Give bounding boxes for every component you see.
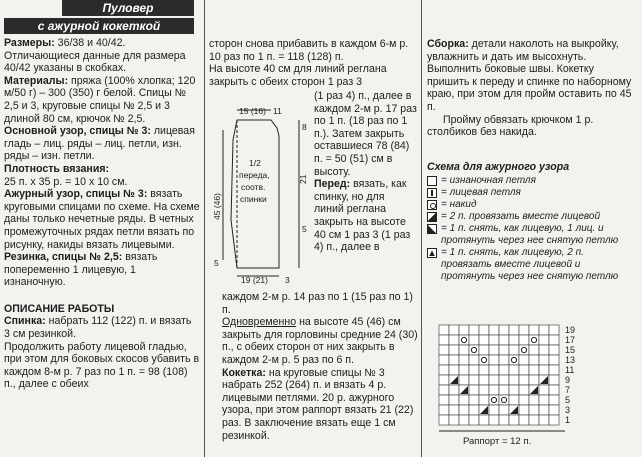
lace-chart	[433, 317, 593, 449]
chart-cell	[509, 375, 519, 385]
yoke-value: на круговые спицы № 3 набрать 252 (264) п. и вязать 4 р. лицевыми петлями. 20 р. ажурного узора, при этом раппорт вязать 21 (22) раз. В заключение вязать еще 1 см резинкой.	[222, 366, 414, 442]
sch-center-1: 1/2	[249, 158, 261, 168]
chart-cell	[489, 345, 499, 355]
legend	[427, 175, 637, 283]
chart-cell	[479, 385, 489, 395]
chart-cell	[459, 415, 469, 425]
chart-cell	[469, 335, 479, 345]
chart-cell	[439, 335, 449, 345]
rib-label: Резинка, спицы № 2,5:	[4, 251, 123, 264]
front-continue: каждом 2-м р. 14 раз по 1 (15 раз по 1) п.	[222, 291, 413, 316]
column-divider-1	[204, 0, 205, 457]
garment-schematic	[209, 100, 313, 286]
chart-cell	[519, 345, 529, 355]
work-heading: ОПИСАНИЕ РАБОТЫ	[4, 302, 115, 315]
chart-cell	[509, 355, 519, 365]
simul-label: Одновременно	[222, 316, 297, 329]
chart-cell	[479, 375, 489, 385]
main-pattern-para	[4, 125, 200, 163]
assembly-label: Сборка:	[427, 38, 469, 50]
row-number: 3	[565, 405, 571, 415]
sizes-label: Размеры:	[4, 37, 55, 49]
column-left	[4, 0, 200, 391]
chart-cell	[439, 355, 449, 365]
sch-right-dim2: 8	[302, 122, 307, 132]
chart-cell	[469, 345, 479, 355]
k2tog-icon	[427, 212, 437, 222]
chart-cell	[519, 325, 529, 335]
raglan-text: На высоте 40 см для линий реглана закрыть с обеих сторон 1 раз 3	[209, 63, 387, 88]
chart-cell	[529, 405, 539, 415]
chart-cell	[449, 395, 459, 405]
chart-cell	[479, 355, 489, 365]
finish-text: Пройму обвязать крючком 1 р. столбиков без накида.	[427, 113, 594, 139]
chart-cell	[549, 415, 559, 425]
chart-cell	[549, 335, 559, 345]
chart-cell	[479, 395, 489, 405]
main-pattern-value: лицевая гладь – лиц. ряды – лиц. петли, изн. ряды – изн. петли.	[4, 125, 195, 163]
sch-left-dim: 45 (46)	[212, 193, 222, 220]
chart-cell	[529, 355, 539, 365]
chart-cell	[509, 365, 519, 375]
lace-label: Ажурный узор, спицы № 3:	[4, 188, 148, 201]
legend-text-1: = лицевая петля	[441, 187, 521, 199]
legend-item-sk2p	[427, 247, 637, 283]
front-value: вязать, как спинку, но для линий реглана закрыть на высоте 40 см 1 раз 3 (1 раз 4) п., далее в	[314, 178, 411, 254]
sizes-value: 36/38 и 40/42.	[54, 37, 126, 49]
sch-bottom-dim2: 3	[285, 275, 290, 285]
chart-cell	[529, 375, 539, 385]
chart-cell	[469, 365, 479, 375]
chart-cell	[439, 395, 449, 405]
sch-bottom-dim: 19 (21)	[241, 275, 268, 285]
density-value: 25 п. х 35 р. = 10 х 10 см.	[4, 175, 128, 188]
chart-cell	[469, 395, 479, 405]
chart-cell	[459, 355, 469, 365]
chart-cell	[449, 335, 459, 345]
chart-cell	[439, 415, 449, 425]
chart-cell	[499, 375, 509, 385]
legend-item-skp	[427, 223, 637, 247]
legend-text-4: = 1 п. снять, как лицевую, 1 лиц. и протянуть через нее снятую петлю	[441, 223, 619, 247]
chart-cell	[519, 355, 529, 365]
assembly-para	[427, 38, 637, 114]
chart-cell	[539, 395, 549, 405]
chart-cell	[439, 385, 449, 395]
chart-cell	[529, 415, 539, 425]
chart-cell	[499, 385, 509, 395]
chart-grid	[439, 325, 559, 425]
materials-para	[4, 75, 200, 125]
chart-cell	[459, 345, 469, 355]
chart-cell	[469, 325, 479, 335]
materials-value: пряжа (100% хлопка; 120 м/50 г) – 300 (350) г белой. Спицы № 2,5 и 3, круговые спицы № 2,5 и 3 длиной 80 см, крючок № 2,5.	[4, 74, 196, 125]
back-para	[4, 315, 200, 340]
title-banner: Пуловер	[62, 0, 194, 16]
chart-cell	[509, 415, 519, 425]
legend-item-k2tog	[427, 211, 637, 223]
chart-cell	[519, 375, 529, 385]
purl-icon	[427, 176, 437, 186]
scheme-title: Схема для ажурного узора	[427, 160, 570, 173]
chart-cell	[509, 325, 519, 335]
chart-cell	[449, 325, 459, 335]
chart-cell	[529, 345, 539, 355]
chart-cell	[449, 355, 459, 365]
chart-cell	[479, 335, 489, 345]
row-number: 5	[565, 395, 571, 405]
yoke-label: Кокетка:	[222, 366, 266, 379]
chart-cell	[499, 395, 509, 405]
chart-cell	[529, 365, 539, 375]
chart-cell	[539, 335, 549, 345]
chart-cell	[489, 365, 499, 375]
chart-cell	[479, 345, 489, 355]
chart-cell	[439, 365, 449, 375]
knit-icon	[427, 188, 437, 198]
chart-cell	[539, 415, 549, 425]
chart-cell	[459, 365, 469, 375]
column-right	[427, 0, 637, 283]
row-number: 17	[565, 335, 576, 345]
legend-item-yarnover	[427, 199, 637, 211]
density-label: Плотность вязания:	[4, 162, 110, 175]
column-divider-2	[421, 0, 422, 457]
chart-cell	[539, 355, 549, 365]
row-number: 19	[565, 325, 576, 335]
simul-para	[222, 316, 418, 366]
row-number: 13	[565, 355, 576, 365]
chart-cell	[549, 325, 559, 335]
chart-cell	[509, 345, 519, 355]
chart-cell	[489, 355, 499, 365]
legend-text-0: = изнаночная петля	[441, 175, 536, 187]
chart-cell	[549, 405, 559, 415]
chart-cell	[449, 345, 459, 355]
chart-cell	[439, 325, 449, 335]
sizes-note: Отличающиеся данные для размера 40/42 указаны в скобках.	[4, 49, 186, 75]
chart-cell	[469, 375, 479, 385]
lace-para	[4, 188, 200, 251]
column-middle-side	[314, 90, 417, 254]
sch-top-dim: 15 (16)	[239, 106, 266, 116]
yarn-over-icon	[427, 200, 437, 210]
chart-cell	[449, 415, 459, 425]
chart-cell	[439, 405, 449, 415]
chart-cell	[549, 345, 559, 355]
sch-left-dim2: 5	[214, 258, 219, 268]
chart-cell	[499, 365, 509, 375]
chart-cell	[439, 375, 449, 385]
chart-cell	[519, 405, 529, 415]
chart-cell	[539, 385, 549, 395]
back-value: набрать 112 (122) п. и вязать 3 см резинкой.	[4, 315, 192, 341]
materials-label: Материалы:	[4, 74, 69, 87]
chart-cell	[519, 385, 529, 395]
chart-cell	[509, 335, 519, 345]
chart-cell	[539, 405, 549, 415]
chart-cell	[459, 325, 469, 335]
column-middle-bottom	[222, 291, 418, 442]
chart-cell	[439, 345, 449, 355]
sch-center-4: спинки	[240, 194, 267, 204]
chart-cell	[519, 395, 529, 405]
chart-cell	[549, 385, 559, 395]
chart-cell	[469, 385, 479, 395]
chart-cell	[529, 335, 539, 345]
chart-cell	[499, 325, 509, 335]
chart-cell	[489, 325, 499, 335]
chart-cell	[449, 405, 459, 415]
chart-cell	[449, 385, 459, 395]
chart-cell	[509, 385, 519, 395]
chart-cell	[539, 325, 549, 335]
raglan-side-text: (1 раз 4) п., далее в каждом 2-м р. 17 раз по 1 п. (18 раз по 1 п.). Затем закрыть оставшиеся 78 (84) п. = 50 (51) см в высоту.	[314, 90, 417, 178]
chart-cell	[489, 405, 499, 415]
chart-cell	[479, 325, 489, 335]
row-number: 15	[565, 345, 576, 355]
sizes-para	[4, 37, 200, 50]
front-para	[314, 178, 417, 254]
chart-cell	[489, 375, 499, 385]
chart-cell	[509, 395, 519, 405]
chart-cell	[479, 365, 489, 375]
chart-cell	[459, 375, 469, 385]
skp-icon	[427, 224, 437, 234]
chart-cell	[499, 345, 509, 355]
sch-right-dim3: 5	[302, 224, 307, 234]
chart-cell	[499, 355, 509, 365]
row-number: 7	[565, 385, 571, 395]
chart-cell	[469, 415, 479, 425]
column-middle	[209, 0, 417, 88]
subtitle-banner: с ажурной кокеткой	[4, 18, 194, 34]
rib-value: вязать попеременно 1 лицевую, 1 изнаночную.	[4, 251, 158, 289]
chart-cell	[489, 415, 499, 425]
sk2p-icon	[427, 248, 437, 258]
rib-para	[4, 251, 200, 289]
chart-cell	[499, 335, 509, 345]
sch-right-dim: 21	[298, 174, 308, 184]
yoke-para	[222, 367, 418, 443]
legend-text-2: = накид	[441, 199, 477, 211]
row-number: 1	[565, 415, 571, 425]
row-number: 9	[565, 375, 571, 385]
legend-item-knit	[427, 187, 637, 199]
legend-text-5: = 1 п. снять, как лицевую, 2 п. провязать вместе лицевой и протянуть через нее снятую петлю	[441, 247, 619, 283]
chart-cell	[479, 415, 489, 425]
chart-cell	[549, 365, 559, 375]
chart-cell	[529, 395, 539, 405]
rapport-label: Раппорт = 12 п.	[463, 436, 532, 447]
chart-cell	[499, 415, 509, 425]
sch-center-2: переда,	[239, 170, 270, 180]
chart-cell	[469, 355, 479, 365]
chart-cell	[499, 405, 509, 415]
legend-text-3: = 2 п. провязать вместе лицевой	[441, 211, 601, 223]
assembly-value: детали наколоть на выкройку, увлажнить и дать им высохнуть. Выполнить боковые швы. Кокетку пришить к переду и спинке по наборному краю, при этом для пройм оставить по 45 п.	[427, 38, 632, 113]
main-pattern-label: Основной узор, спицы № 3:	[4, 125, 151, 138]
chart-cell	[469, 405, 479, 415]
sch-center-3: соотв.	[241, 182, 266, 192]
chart-cell	[539, 365, 549, 375]
chart-cell	[549, 395, 559, 405]
front-label: Перед:	[314, 178, 351, 191]
chart-row-numbers	[565, 325, 575, 425]
chart-cell	[549, 355, 559, 365]
back-label: Спинка:	[4, 315, 46, 328]
sch-top-dim2: 11	[273, 106, 282, 116]
chart-cell	[529, 325, 539, 335]
chart-cell	[489, 385, 499, 395]
chart-cell	[549, 375, 559, 385]
chart-cell	[459, 405, 469, 415]
legend-item-purl	[427, 175, 637, 187]
chart-cell	[519, 365, 529, 375]
row-number: 11	[565, 365, 575, 375]
lace-value: вязать круговыми спицами по схеме. На схеме даны только нечетные ряды. В четных промежуточных рядах петли вязать по рисунку, накиды вязать лицевыми.	[4, 188, 200, 251]
chart-cell	[489, 335, 499, 345]
chart-cell	[539, 345, 549, 355]
back-continue: Продолжить работу лицевой гладью, при этом для боковых скосов убавить в каждом 8-м р. 7 раз по 1 п. = 98 (108) п., далее с обеих	[4, 340, 200, 391]
mid-top-text: сторон снова прибавить в каждом 6-м р. 10 раз по 1 п. = 118 (128) п.	[209, 38, 409, 63]
chart-cell	[459, 335, 469, 345]
chart-cell	[519, 415, 529, 425]
simul-value: на высоте 45 (46) см закрыть для горловины средние 24 (30) п., с обеих сторон от них закрыть в каждом 2-м р. 5 раз по 6 п.	[222, 316, 418, 366]
chart-cell	[459, 395, 469, 405]
chart-cell	[489, 395, 499, 405]
chart-cell	[449, 365, 459, 375]
chart-cell	[519, 335, 529, 345]
